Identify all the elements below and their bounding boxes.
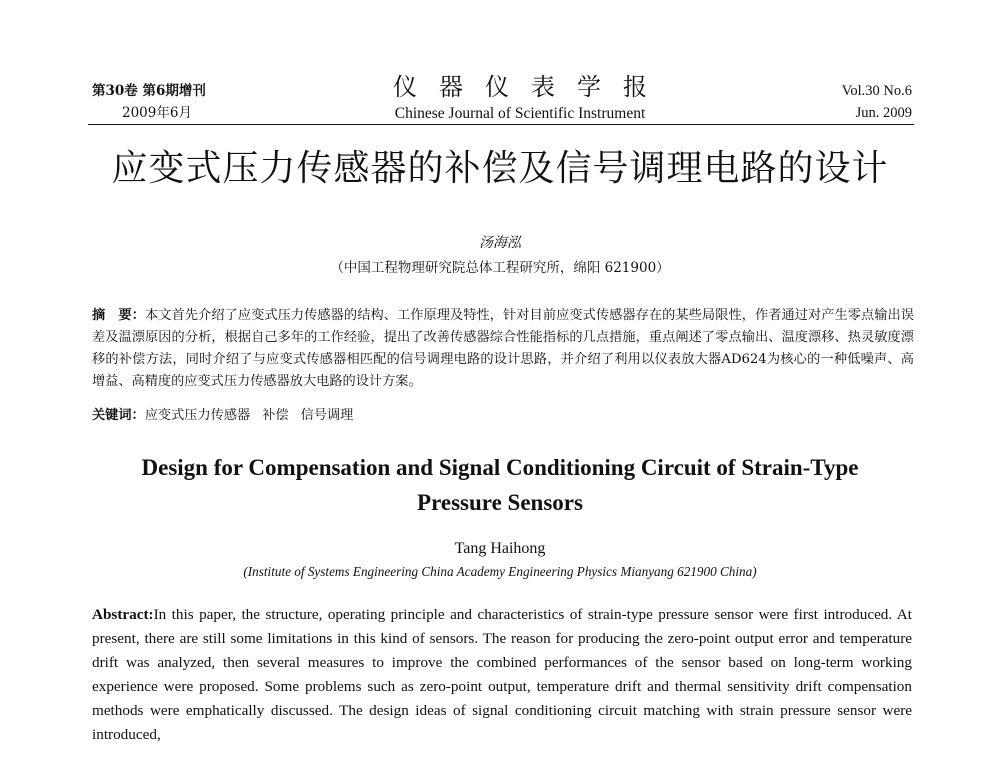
abstract-en-text: In this paper, the structure, operating principle and characteristics of strain-type pressure sensor were first introduced. At present, there are still some limitations in this kind of sensors. The reason for producing the zero-point output error and temperature drift was analyzed, then several measures to improve the combined performances of the sensor based on long-term working experience were proposed. Some problems such as zero-point output, temperature drift and thermal sensitivity drift compensation methods were emphatically discussed. The design ideas of signal conditioning circuit matching with strain pressure sensor were introduced, [92,606,912,743]
abstract-en [92,603,912,747]
paper-title-en [80,450,920,520]
paper-title-en-line2: Pressure Sensors [417,490,583,515]
header-date-cn: 2009年6月 [122,105,192,121]
header-rule [88,124,914,125]
header-volume-issue: 第30卷 第6期增刊 [92,83,206,99]
journal-name-en: Chinese Journal of Scientific Instrument [394,105,646,122]
affiliation-cn: （中国工程物理研究院总体工程研究所，绵阳 621900） [330,260,670,276]
author-cn: 汤海泓 [479,235,521,251]
keyword-item: 补偿 [262,408,289,423]
journal-name-cn: 仪器仪表学报 [393,73,669,101]
header-date-en: Jun. 2009 [855,105,912,121]
keyword-item: 应变式压力传感器 [144,408,251,423]
keywords-cn [92,405,914,427]
paper-title-cn: 应变式压力传感器的补偿及信号调理电路的设计 [111,148,889,189]
header-vol-no: Vol.30 No.6 [841,83,912,99]
keyword-item: 信号调理 [300,408,354,423]
abstract-en-label: Abstract: [92,606,154,623]
header-issue-info [92,80,282,124]
header-journal [360,72,680,125]
affiliation-en: (Institute of Systems Engineering China Academy Engineering Physics Mianyang 621900 China) [243,564,757,579]
paper-title-en-line1: Design for Compensation and Signal Conditioning Circuit of Strain-Type [141,455,859,480]
abstract-cn [92,305,914,393]
author-en: Tang Haihong [454,540,546,557]
abstract-cn-label: 摘 要： [92,308,146,323]
keywords-cn-label: 关键词： [92,408,145,423]
header-volume-en [760,80,912,124]
abstract-cn-text: 本文首先介绍了应变式压力传感器的结构、工作原理及特性，针对目前应变式传感器存在的某些局限性，作者通过对产生零点输出误差及温漂原因的分析，根据自己多年的工作经验，提出了改善传感器综合性能指标的几点措施，重点阐述了零点输出、温度漂移、热灵敏度漂移的补偿方法，同时介绍了与应变式传感器相匹配的信号调理电路的设计思路，并介绍了利用以仪表放大器AD624为核心的一种低噪声、高增益、高精度的应变式压力传感器放大电路的设计方案。 [92,308,915,389]
